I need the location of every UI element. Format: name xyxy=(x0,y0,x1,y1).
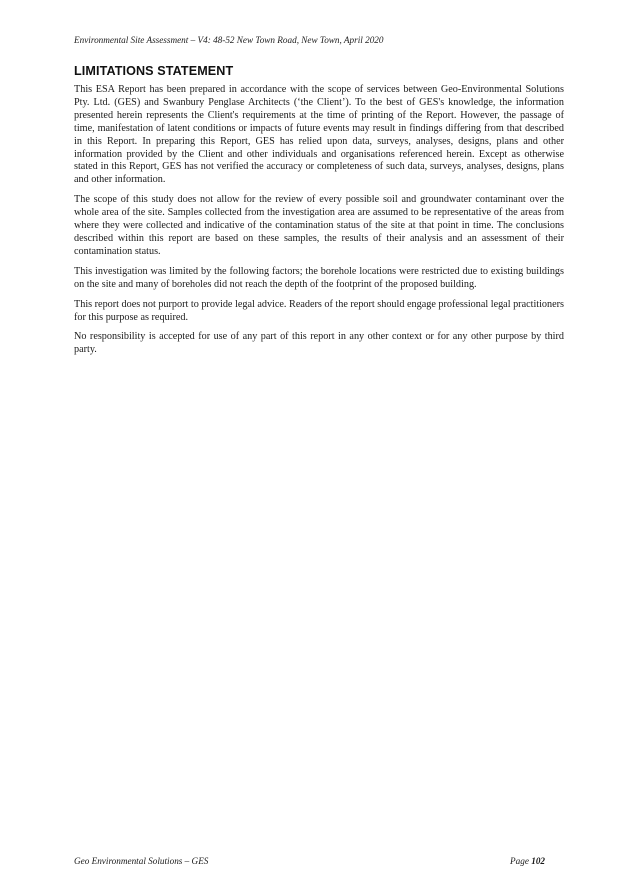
body-paragraph: This report does not purport to provide legal advice. Readers of the report should engage professional legal practitioners for this purpose as required. xyxy=(74,298,564,323)
body-paragraph: This ESA Report has been prepared in accordance with the scope of services between Geo-Environmental Solutions Pty. Ltd. (GES) and Swanbury Penglase Architects (‘the Client’). To the best of GES's knowledge, the information presented herein represents the Client's requirements at the time of printing of the Report. However, the passage of time, manifestation of latent conditions or impacts of future events may result in findings differing from that described in this Report. In preparing this Report, GES has relied upon data, surveys, analyses, designs, plans and other information provided by the Client and other individuals and organisations referenced herein. Except as otherwise stated in this Report, GES has not verified the accuracy or completeness of such data, surveys, analyses, designs, plans and other information. xyxy=(74,84,564,186)
page-number-value: 102 xyxy=(531,856,545,866)
body-paragraph: No responsibility is accepted for use of any part of this report in any other context or for any other purpose by third party. xyxy=(74,331,564,356)
section-title: LIMITATIONS STATEMENT xyxy=(74,64,234,78)
page-number xyxy=(510,856,545,866)
body-paragraph: The scope of this study does not allow for the review of every possible soil and groundwater contaminant over the whole area of the site. Samples collected from the investigation area are assumed to be representative of the areas from where they were collected and indicative of the contamination status of the site at that point in time. The conclusions described within this report are based on these samples, the results of their analysis and an assessment of their contamination status. xyxy=(74,194,564,257)
footer-company: Geo Environmental Solutions – GES xyxy=(74,856,209,866)
page-label: Page xyxy=(510,856,529,866)
body-paragraph: This investigation was limited by the following factors; the borehole locations were restricted due to existing buildings on the site and many of boreholes did not reach the depth of the footprint of the proposed building. xyxy=(74,265,564,290)
running-header: Environmental Site Assessment – V4: 48-52 New Town Road, New Town, April 2020 xyxy=(74,35,384,45)
section-body xyxy=(74,84,564,364)
